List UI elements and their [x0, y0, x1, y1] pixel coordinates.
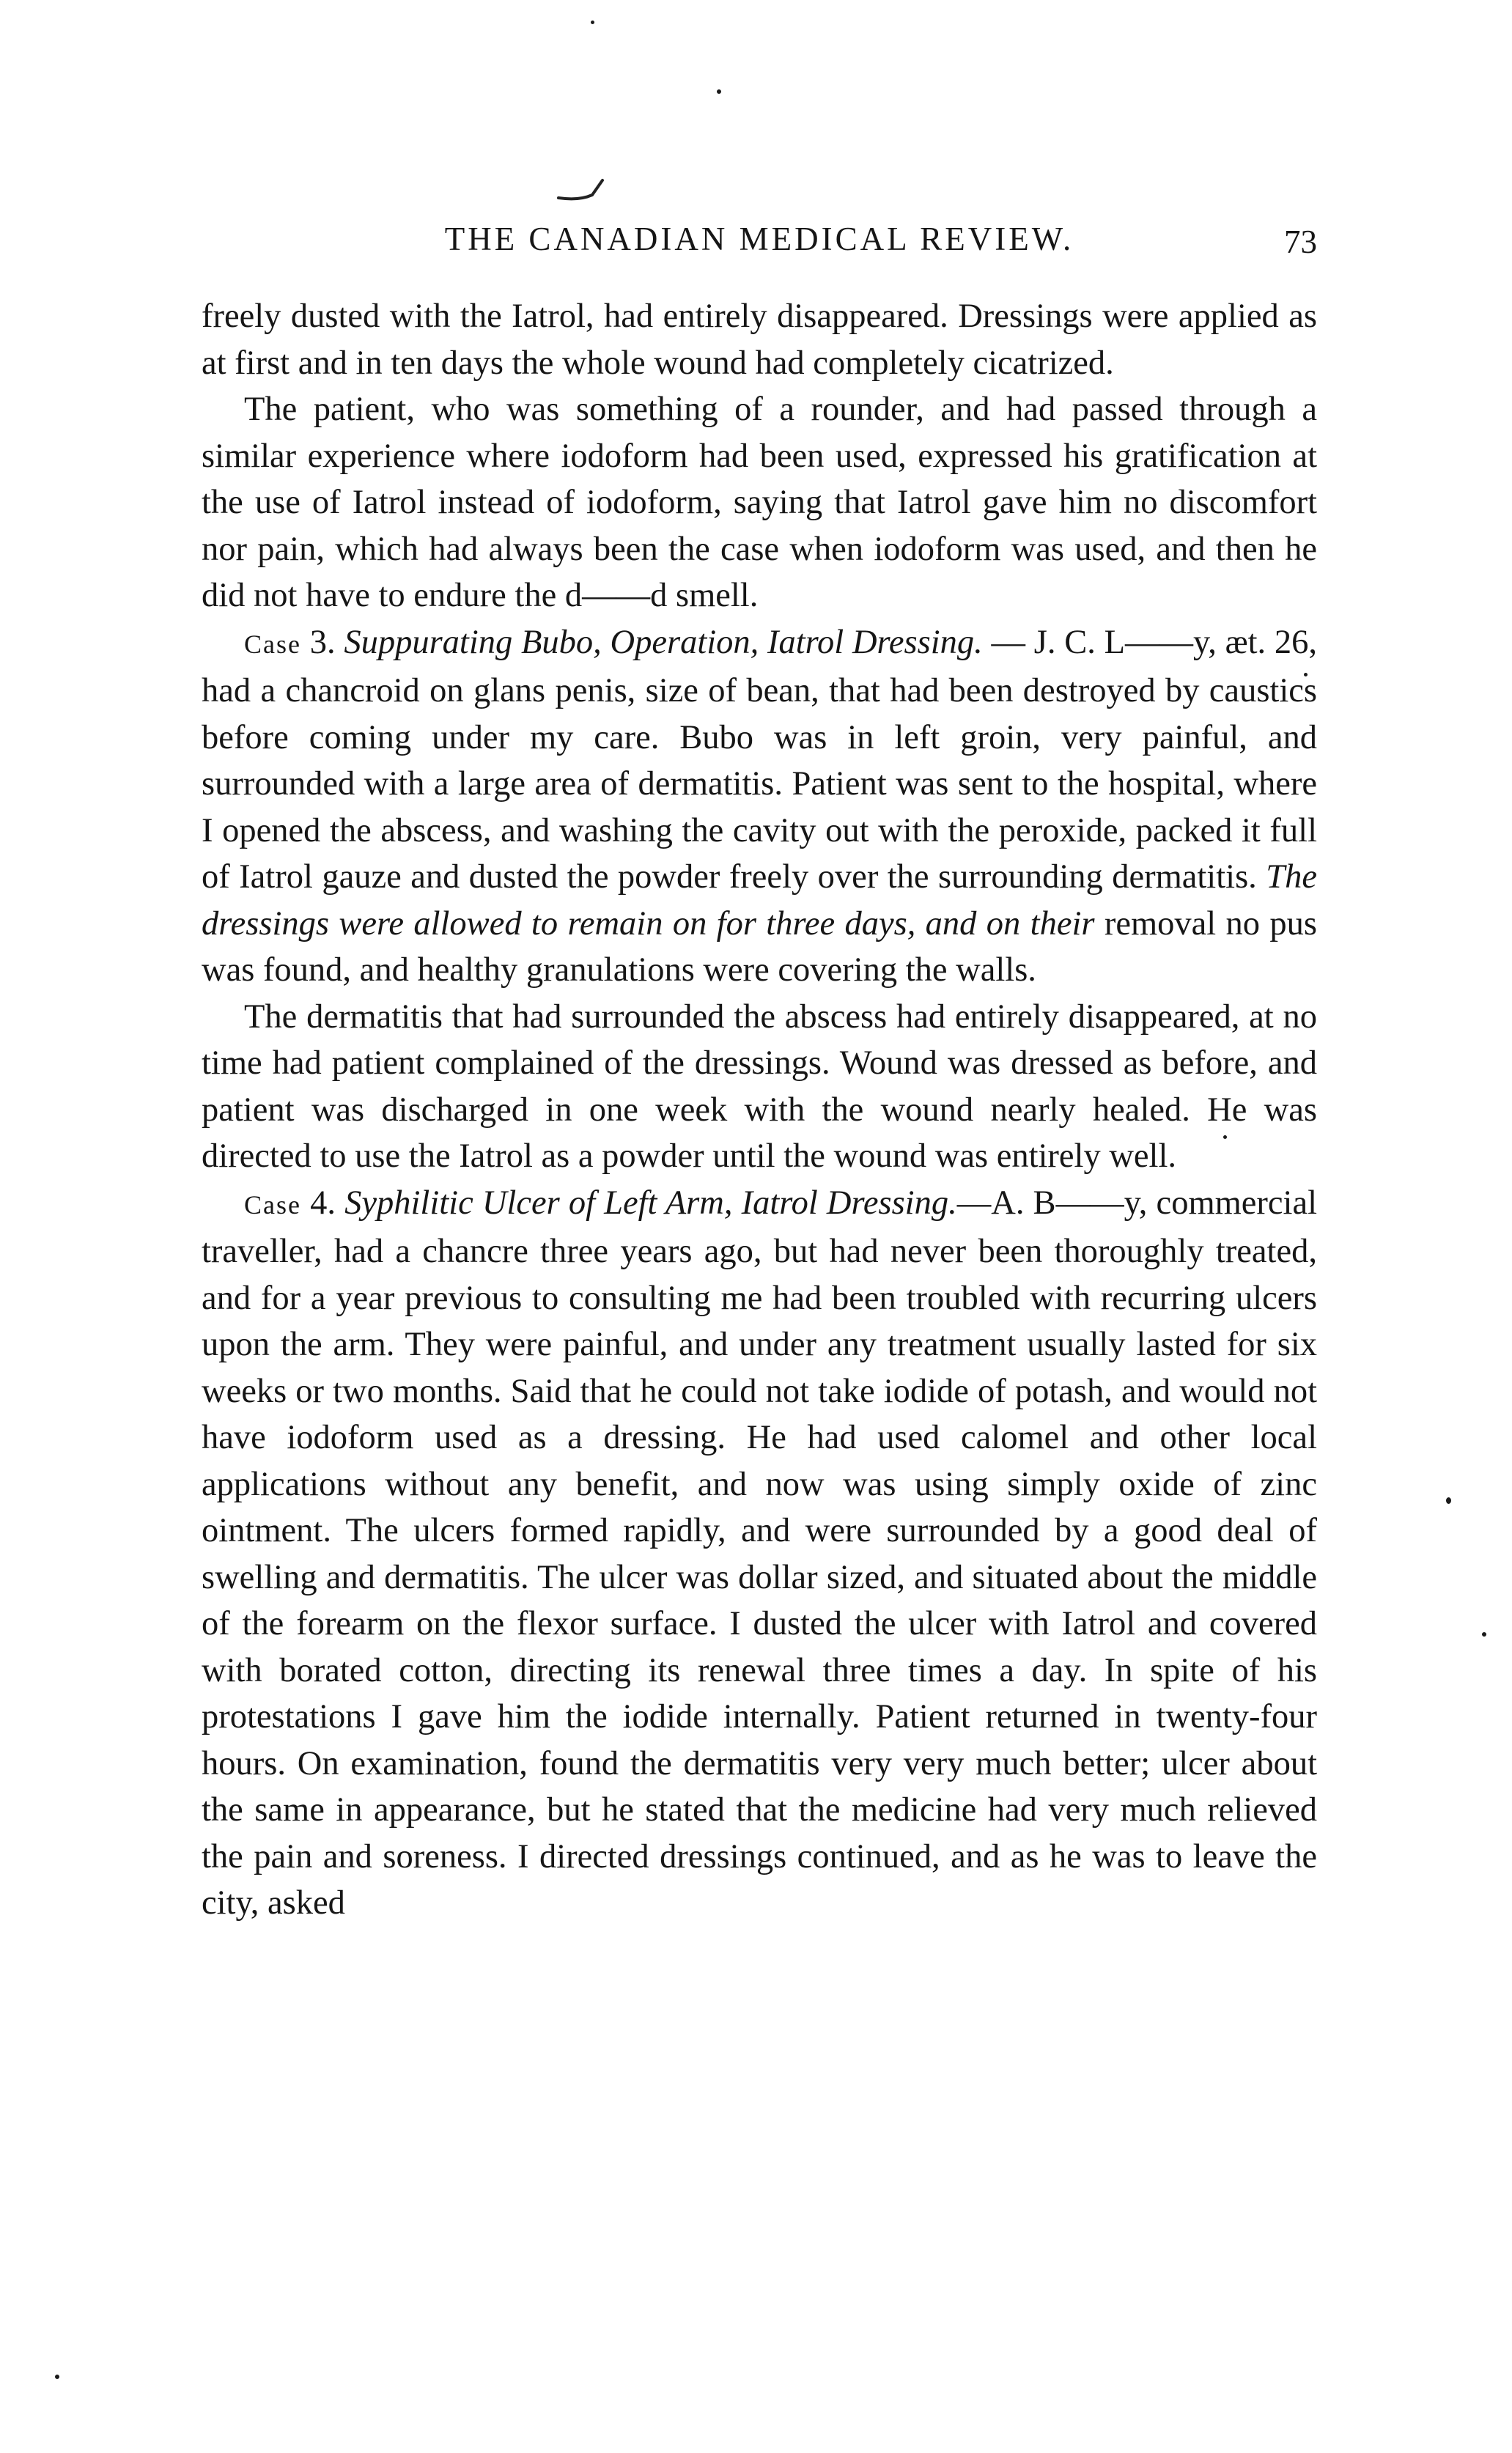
page-header	[202, 217, 1317, 261]
paragraph-text: freely dusted with the Iatrol, had entirely disappeared. Dressings were applied as at first and in ten days the whole wound had completely cicatrized.	[202, 298, 1317, 382]
case-label: Case	[244, 1189, 301, 1220]
paragraph-text: The dermatitis that had surrounded the abscess had entirely disappeared, at no time had patient complained of the dressings. Wound was dressed as before, and patient was discharged in one week with the wound nearly healed. He was directed to use the Iatrol as a powder until the wound was entirely well.	[202, 997, 1317, 1175]
case-number: 4.	[310, 1184, 336, 1222]
paragraph-text: — J. C. L——y, æt. 26, had a chancroid on glans penis, size of bean, that had been destroyed by caustics before coming under my care. Bubo was in left groin, very painful, and surrounded with a large area of dermatitis. Patient was sent to the hospital, where I opened the abscess, and washing the cavity out with the peroxide, packed it full of Iatrol gauze and dusted the powder freely over the surrounding dermatitis.	[202, 623, 1317, 896]
case-number: 3.	[309, 623, 336, 661]
case-paragraph	[202, 1180, 1317, 1927]
running-title: THE CANADIAN MEDICAL REVIEW.	[444, 221, 1074, 257]
paragraph	[202, 994, 1317, 1180]
case-title: Suppurating Bubo, Operation, Iatrol Dressing.	[344, 623, 983, 661]
article-body	[202, 293, 1317, 1927]
ink-mark-scribble	[557, 176, 608, 205]
case-paragraph	[202, 619, 1317, 994]
ink-speck	[1482, 1632, 1486, 1637]
case-label: Case	[244, 629, 301, 659]
paragraph-text-continued: removal no pus was found, and healthy granulations were covering the walls.	[202, 904, 1318, 989]
case-title: Syphilitic Ulcer of Left Arm, Iatrol Dressing.	[344, 1184, 957, 1222]
paragraph-italic-text: The dressings were allowed to remain on for three days, and on their	[202, 858, 1317, 943]
paragraph-text: The patient, who was something of a rounder, and had passed through a similar experience where iodoform had been used, expressed his gratification at the use of Iatrol instead of iodoform, saying that Iatrol gave him no discomfort nor pain, which had always been the case when iodoform was used, and then he did not have to endure the d——d smell.	[202, 391, 1317, 614]
ink-speck	[717, 89, 721, 94]
ink-speck	[55, 2375, 59, 2379]
paragraph	[202, 293, 1317, 386]
page-number: 73	[1284, 224, 1317, 260]
ink-speck	[591, 21, 594, 24]
paragraph	[202, 386, 1317, 619]
ink-speck	[1446, 1497, 1451, 1504]
paragraph-text: —A. B——y, commercial traveller, had a chancre three years ago, but had never been thoroughly treated, and for a year previous to consulting me had been troubled with recurring ulcers upon the arm. They were painful, and under any treatment usually lasted for six weeks or two months. Said that he could not take iodide of potash, and would not have iodoform used as a dressing. He had used calomel and other local applications without any benefit, and now was using simply oxide of zinc ointment. The ulcers formed rapidly, and were surrounded by a good deal of swelling and dermatitis. The ulcer was dollar sized, and situated about the middle of the forearm on the flexor surface. I dusted the ulcer with Iatrol and covered with borated cotton, directing its renewal three times a day. In spite of his protestations I gave him the iodide internally. Patient returned in twenty-four hours. On examination, found the dermatitis very very much better; ulcer about the same in appearance, but he stated that the medicine had very much relieved the pain and soreness. I directed dressings continued, and as he was to leave the city, asked	[202, 1184, 1318, 1922]
